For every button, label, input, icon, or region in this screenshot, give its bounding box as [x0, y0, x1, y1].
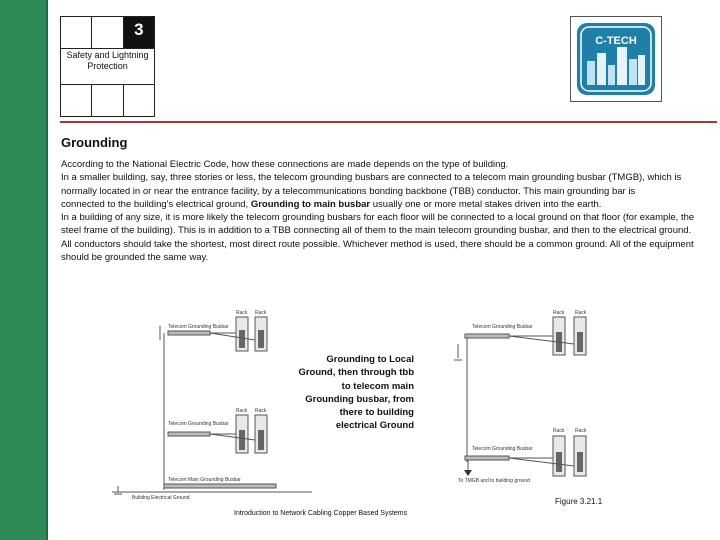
header-rule — [60, 121, 717, 123]
paragraph-3: connected to the building's electrical ground, Grounding to main busbar usually one or more metal stakes driven into the earth. — [61, 198, 602, 210]
rack-label: Rack — [575, 428, 587, 434]
rack-label: Rack — [255, 310, 267, 316]
right-busbar-lower — [465, 456, 509, 460]
body-text — [61, 158, 701, 264]
tmgb-busbar — [164, 484, 276, 488]
sidebar-band — [0, 0, 48, 540]
grid-top-row — [61, 17, 154, 49]
tmgb-label: Telecom Main Grounding Busbar — [168, 477, 241, 483]
rack-label: Rack — [553, 428, 565, 434]
section-label: Safety and Lightning Protection — [61, 49, 154, 85]
right-busbar-top — [465, 334, 509, 338]
paragraph-4: In a building of any size, it is more likely the telecom grounding busbars for each floor will be connected to a local ground on that floor (for example, the steel frame of the building). This is in addition to a TBB connecting all of them to the main telecom grounding busbar, and then to the electrical ground. — [61, 212, 695, 237]
left-busbar-top — [168, 331, 210, 335]
rack-label: Rack — [553, 310, 565, 316]
figure-label: Figure 3.21.1 — [555, 497, 603, 506]
logo-graphic — [571, 17, 661, 101]
page-title: Grounding — [61, 135, 128, 150]
paragraph-5: All conductors should take the shortest, most direct route possible. Whichever method is used, there should be a common ground. All of the equipment should be grounded the same way. — [61, 238, 694, 264]
chapter-number: 3 — [124, 17, 154, 48]
rack-label: Rack — [255, 408, 267, 414]
rack-label: Rack — [236, 310, 248, 316]
footer-text: Introduction to Network Cabling Copper Based Systems — [234, 510, 408, 517]
building-ground-label: Building Electrical Ground — [132, 495, 190, 500]
left-tgb-label: Telecom Grounding Busbar — [168, 324, 229, 330]
right-tgb-label: Telecom Grounding Busbar — [472, 324, 533, 330]
to-tmgb-label: To TMGB and to building ground — [458, 478, 530, 484]
rack-label: Rack — [575, 310, 587, 316]
right-tgb-lower-label: Telecom Grounding Busbar — [472, 446, 533, 452]
grid-bottom-row — [61, 85, 154, 116]
paragraph-2: In a smaller building, say, three stories or less, the telecom grounding busbars are connected to a telecom main grounding busbar (TMGB), which is normally located in or near the entrance facility, by a telecommunications bonding backbone (TBB) conductor. This main grounding bar is — [61, 172, 682, 197]
left-tgb-lower-label: Telecom Grounding Busbar — [168, 421, 229, 427]
paragraph-1: According to the National Electric Code, how these connections are made depends on the type of building. — [61, 159, 509, 170]
bold-phrase: Grounding to main busbar — [250, 198, 371, 210]
chapter-grid — [60, 16, 155, 117]
rack-label: Rack — [236, 408, 248, 414]
logo-text: C-TECH — [595, 35, 637, 47]
ctech-logo — [570, 16, 662, 102]
left-busbar-lower — [168, 432, 210, 436]
diagram-caption: Grounding to Local Ground, then through tbb to telecom main Grounding busbar, from there to building electrical Ground — [298, 354, 414, 432]
